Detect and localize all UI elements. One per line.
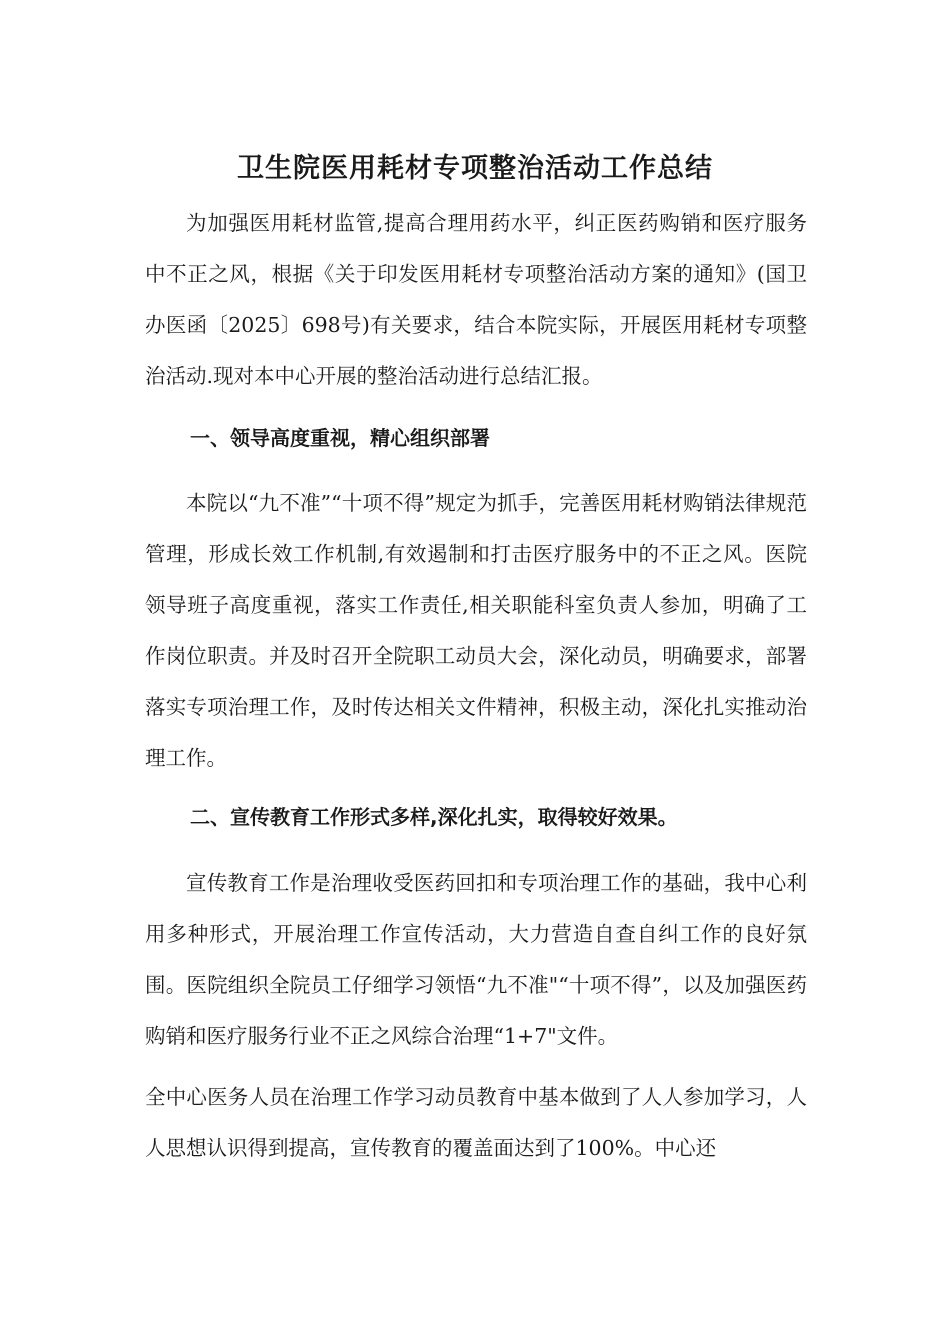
section-heading-2: 二、宣传教育工作形式多样,深化扎实，取得较好效果。 [190,805,678,829]
section-2-paragraph: 宣传教育工作是治理收受医药回扣和专项治理工作的基础，我中心利用多种形式，开展治理工作宣传活动，大力营造自查自纠工作的良好氛围。医院组织全院员工仔细学习领悟“九不准"“十项不得”，以及加强医药购销和医疗服务行业不正之风综合治理“1+7"文件。 [145,871,807,1048]
section-2-continued-paragraph: 全中心医务人员在治理工作学习动员教育中基本做到了人人参加学习，人人思想认识得到提高，宣传教育的覆盖面达到了100%。中心还 [145,1085,807,1160]
intro-paragraph: 为加强医用耗材监管,提高合理用药水平，纠正医药购销和医疗服务中不正之风，根据《关于印发医用耗材专项整治活动方案的通知》(国卫办医函〔2025〕698号)有关要求，结合本院实际，开展医用耗材专项整治活动.现对本中心开展的整治活动进行总结汇报。 [145,211,807,388]
section-1-paragraph: 本院以“九不准”“十项不得”规定为抓手，完善医用耗材购销法律规范管理，形成长效工作机制,有效遏制和打击医疗服务中的不正之风。医院领导班子高度重视，落实工作责任,相关职能科室负责人参加，明确了工作岗位职责。并及时召开全院职工动员大会，深化动员，明确要求，部署落实专项治理工作，及时传达相关文件精神，积极主动，深化扎实推动治理工作。 [145,491,807,770]
section-heading-1: 一、领导高度重视，精心组织部署 [190,426,490,450]
document-title: 卫生院医用耗材专项整治活动工作总结 [237,153,713,185]
